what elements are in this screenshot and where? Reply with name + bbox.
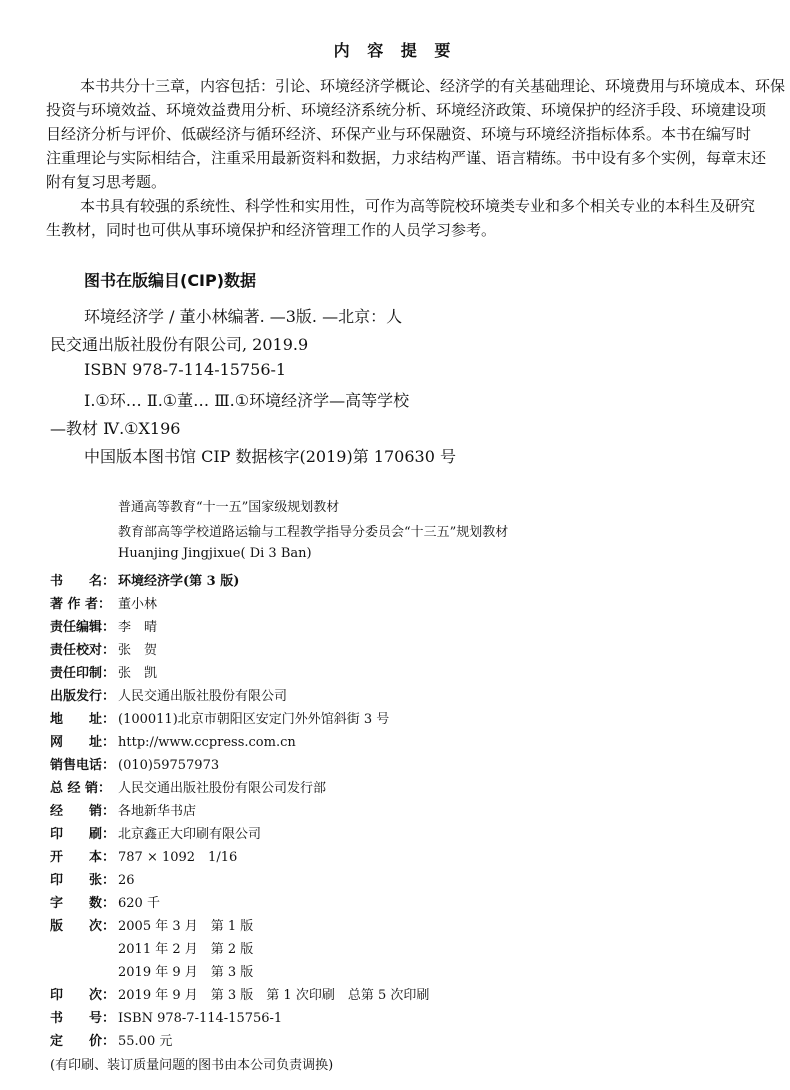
summary-text-line: 目经济分析与评价、低碳经济与循环经济、环保产业与环保融资、环境与环境经济指标体系。本书在编写时 bbox=[46, 125, 752, 143]
cip-title: 图书在版编目(CIP)数据 bbox=[84, 271, 257, 290]
info-label: 印 张： bbox=[50, 873, 116, 888]
summary-text-line: 生教材，同时也可供从事环境保护和经济管理工作的人员学习参考。 bbox=[46, 221, 497, 239]
info-row-website bbox=[50, 731, 296, 753]
info-value: 2019 年 9 月 第 3 版 第 1 次印刷 总第 5 次印刷 bbox=[118, 988, 430, 1003]
info-value: (100011)北京市朝阳区安定门外外馆斜街 3 号 bbox=[118, 712, 390, 727]
info-label: 责任校对： bbox=[50, 643, 116, 658]
info-row-impression bbox=[50, 984, 429, 1006]
info-row-isbn bbox=[50, 1007, 282, 1029]
footer-note: (有印刷、装订质量问题的图书由本公司负责调换) bbox=[50, 1058, 334, 1073]
info-label: 著 作 者： bbox=[50, 597, 112, 612]
info-value: 55.00 元 bbox=[118, 1034, 173, 1049]
info-label: 版 次： bbox=[50, 919, 116, 934]
info-row-format bbox=[50, 846, 237, 868]
info-row-word-count bbox=[50, 892, 160, 914]
info-label: 书 号： bbox=[50, 1011, 116, 1026]
summary-title: 内 容 提 要 bbox=[333, 41, 457, 60]
info-label: 经 销： bbox=[50, 804, 116, 819]
info-label: 开 本： bbox=[50, 850, 116, 865]
cip-line: 民交通出版社股份有限公司, 2019.9 bbox=[50, 335, 309, 354]
info-value: 张 贺 bbox=[118, 643, 158, 658]
series-line: 教育部高等学校道路运输与工程教学指导分委员会“十三五”规划教材 bbox=[118, 525, 509, 540]
info-value: 各地新华书店 bbox=[118, 804, 197, 819]
summary-text-line: 本书具有较强的系统性、科学性和实用性，可作为高等院校环境类专业和多个相关专业的本科生及研究 bbox=[80, 197, 756, 215]
info-value: http://www.ccpress.com.cn bbox=[118, 735, 296, 750]
info-row-sheets bbox=[50, 869, 135, 891]
cip-line: Ⅰ.①环… Ⅱ.①董… Ⅲ.①环境经济学—高等学校 bbox=[84, 391, 410, 410]
info-value: 环境经济学(第 3 版) bbox=[118, 574, 240, 589]
info-row-publisher bbox=[50, 685, 287, 707]
cip-line: 环境经济学 / 董小林编著. —3版. —北京：人 bbox=[84, 307, 403, 326]
info-value: 董小林 bbox=[118, 597, 158, 612]
info-label: 地 址： bbox=[50, 712, 116, 727]
info-row-printer bbox=[50, 823, 261, 845]
info-value: 张 凯 bbox=[118, 666, 158, 681]
info-label: 网 址： bbox=[50, 735, 116, 750]
info-row-distributor bbox=[50, 777, 326, 799]
info-value: 787 × 1092 1/16 bbox=[118, 850, 238, 865]
info-value: 2019 年 9 月 第 3 版 bbox=[118, 965, 254, 980]
info-row-seller bbox=[50, 800, 196, 822]
info-row-address bbox=[50, 708, 389, 730]
info-row-edition bbox=[50, 915, 253, 937]
info-value: 2011 年 2 月 第 2 版 bbox=[118, 942, 254, 957]
cip-line: —教材 Ⅳ.①X196 bbox=[50, 419, 181, 438]
summary-text-line: 投资与环境效益、环境效益费用分析、环境经济系统分析、环境经济政策、环境保护的经济手段、环境建设项 bbox=[46, 101, 767, 119]
info-row-proofreader bbox=[50, 639, 157, 661]
info-value: ISBN 978-7-114-15756-1 bbox=[118, 1011, 283, 1026]
info-label: 销售电话： bbox=[50, 758, 116, 773]
info-value: 620 千 bbox=[118, 896, 160, 911]
info-label: 字 数： bbox=[50, 896, 116, 911]
info-row-print-manager bbox=[50, 662, 157, 684]
info-row-edition-3 bbox=[50, 961, 253, 983]
info-value: 李 晴 bbox=[118, 620, 158, 635]
summary-text-line: 附有复习思考题。 bbox=[46, 173, 167, 191]
cip-line: ISBN 978-7-114-15756-1 bbox=[84, 360, 287, 379]
info-value: 北京鑫正大印刷有限公司 bbox=[118, 827, 262, 842]
info-row-author bbox=[50, 593, 157, 615]
info-value: (010)59757973 bbox=[118, 758, 220, 773]
cip-line: 中国版本图书馆 CIP 数据核字(2019)第 170630 号 bbox=[84, 447, 456, 466]
summary-text-line: 本书共分十三章，内容包括：引论、环境经济学概论、经济学的有关基础理论、环境费用与环境成本、环保 bbox=[80, 77, 786, 95]
info-row-editor bbox=[50, 616, 157, 638]
info-value: 2005 年 3 月 第 1 版 bbox=[118, 919, 254, 934]
info-label: 责任编辑： bbox=[50, 620, 116, 635]
info-label: 定 价： bbox=[50, 1034, 116, 1049]
info-label: 出版发行： bbox=[50, 689, 116, 704]
info-row-sales-phone bbox=[50, 754, 219, 776]
info-row-edition-2 bbox=[50, 938, 253, 960]
info-label: 责任印制： bbox=[50, 666, 116, 681]
info-label: 总 经 销： bbox=[50, 781, 112, 796]
info-row-title bbox=[50, 570, 239, 592]
info-label: 书 名： bbox=[50, 574, 116, 589]
info-label: 印 次： bbox=[50, 988, 116, 1003]
info-row-price bbox=[50, 1030, 172, 1052]
info-value: 人民交通出版社股份有限公司发行部 bbox=[118, 781, 327, 796]
info-label: 印 刷： bbox=[50, 827, 116, 842]
info-value: 26 bbox=[118, 873, 135, 888]
summary-text-line: 注重理论与实际相结合，注重采用最新资料和数据，力求结构严谨、语言精练。书中设有多个实例，每章末还 bbox=[46, 149, 767, 167]
series-line: 普通高等教育“十一五”国家级规划教材 bbox=[118, 500, 340, 515]
series-line: Huanjing Jingjixue( Di 3 Ban) bbox=[118, 546, 312, 561]
info-value: 人民交通出版社股份有限公司 bbox=[118, 689, 288, 704]
